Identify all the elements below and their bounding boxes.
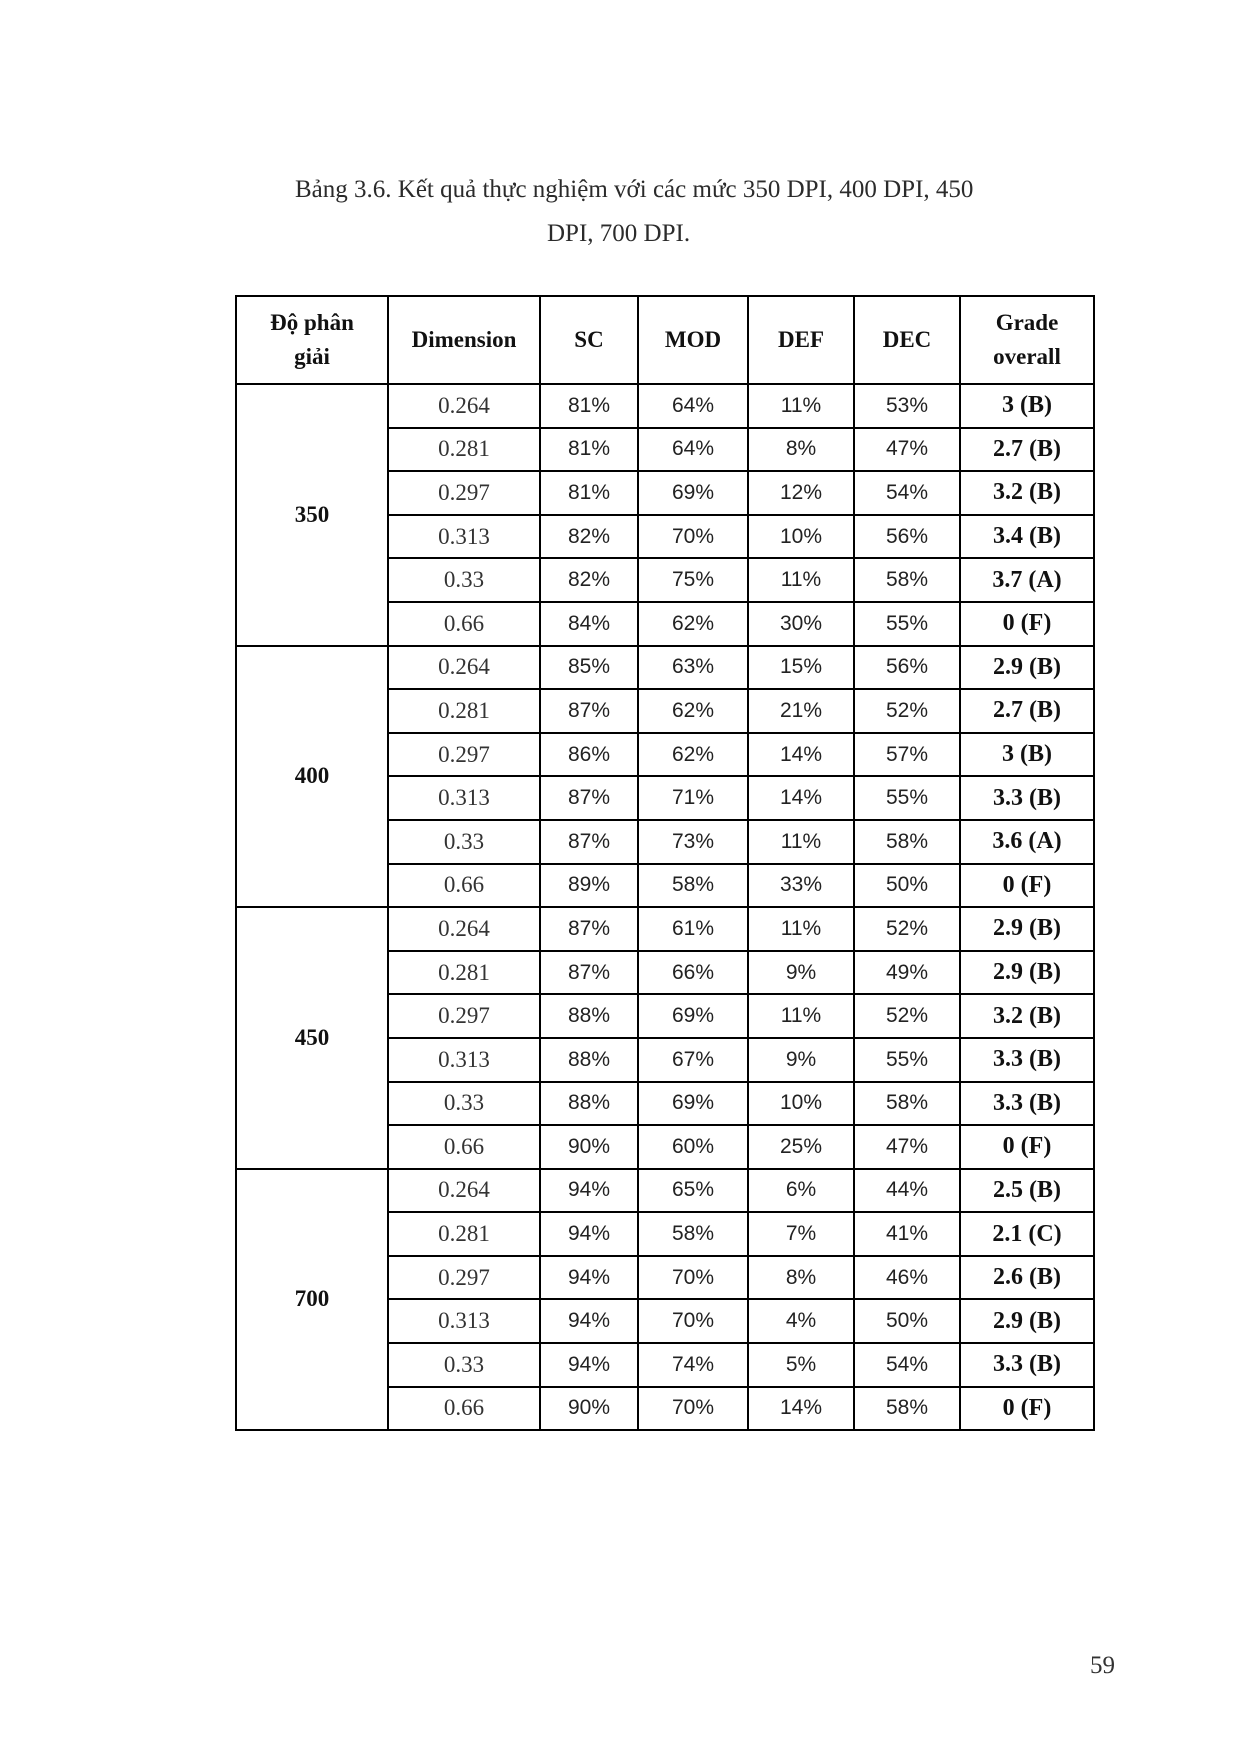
def-cell: 7% <box>748 1212 854 1256</box>
mod-cell: 71% <box>638 776 748 820</box>
header-dimension: Dimension <box>388 296 540 384</box>
grade-cell: 3.7 (A) <box>960 558 1094 602</box>
dimension-cell: 0.264 <box>388 384 540 428</box>
dimension-cell: 0.297 <box>388 733 540 777</box>
table-row <box>236 646 1094 690</box>
dimension-cell: 0.66 <box>388 864 540 908</box>
dec-cell: 58% <box>854 558 960 602</box>
sc-cell: 82% <box>540 515 638 559</box>
dec-cell: 52% <box>854 907 960 951</box>
def-cell: 5% <box>748 1343 854 1387</box>
def-cell: 9% <box>748 1038 854 1082</box>
header-def: DEF <box>748 296 854 384</box>
mod-cell: 70% <box>638 1256 748 1300</box>
dimension-cell: 0.281 <box>388 689 540 733</box>
def-cell: 12% <box>748 471 854 515</box>
dec-cell: 56% <box>854 646 960 690</box>
resolution-cell: 450 <box>236 907 388 1169</box>
grade-cell: 3.3 (B) <box>960 1343 1094 1387</box>
dimension-cell: 0.33 <box>388 558 540 602</box>
dec-cell: 54% <box>854 1343 960 1387</box>
def-cell: 14% <box>748 733 854 777</box>
grade-cell: 0 (F) <box>960 864 1094 908</box>
resolution-cell: 700 <box>236 1169 388 1431</box>
dec-cell: 44% <box>854 1169 960 1213</box>
sc-cell: 88% <box>540 994 638 1038</box>
def-cell: 30% <box>748 602 854 646</box>
def-cell: 8% <box>748 428 854 472</box>
dimension-cell: 0.297 <box>388 1256 540 1300</box>
def-cell: 9% <box>748 951 854 995</box>
sc-cell: 81% <box>540 428 638 472</box>
sc-cell: 94% <box>540 1343 638 1387</box>
grade-cell: 3 (B) <box>960 384 1094 428</box>
sc-cell: 88% <box>540 1038 638 1082</box>
def-cell: 11% <box>748 820 854 864</box>
mod-cell: 60% <box>638 1125 748 1169</box>
sc-cell: 88% <box>540 1082 638 1126</box>
mod-cell: 69% <box>638 471 748 515</box>
def-cell: 11% <box>748 384 854 428</box>
dimension-cell: 0.66 <box>388 1387 540 1431</box>
dec-cell: 58% <box>854 1082 960 1126</box>
mod-cell: 70% <box>638 1387 748 1431</box>
dimension-cell: 0.281 <box>388 428 540 472</box>
dec-cell: 53% <box>854 384 960 428</box>
dec-cell: 56% <box>854 515 960 559</box>
table-body <box>236 384 1094 1430</box>
mod-cell: 65% <box>638 1169 748 1213</box>
dimension-cell: 0.33 <box>388 1082 540 1126</box>
dimension-cell: 0.297 <box>388 994 540 1038</box>
def-cell: 10% <box>748 1082 854 1126</box>
mod-cell: 62% <box>638 689 748 733</box>
dec-cell: 55% <box>854 602 960 646</box>
grade-cell: 0 (F) <box>960 1387 1094 1431</box>
sc-cell: 89% <box>540 864 638 908</box>
dec-cell: 50% <box>854 864 960 908</box>
grade-cell: 2.1 (C) <box>960 1212 1094 1256</box>
mod-cell: 75% <box>638 558 748 602</box>
def-cell: 8% <box>748 1256 854 1300</box>
def-cell: 4% <box>748 1299 854 1343</box>
resolution-cell: 350 <box>236 384 388 646</box>
results-table <box>235 295 1095 1431</box>
def-cell: 14% <box>748 1387 854 1431</box>
header-grade-line-2: overall <box>993 344 1061 369</box>
grade-cell: 2.7 (B) <box>960 689 1094 733</box>
dec-cell: 58% <box>854 820 960 864</box>
caption-line-1: Bảng 3.6. Kết quả thực nghiệm với các mức 350 DPI, 400 DPI, 450 <box>295 176 974 203</box>
dimension-cell: 0.264 <box>388 646 540 690</box>
mod-cell: 63% <box>638 646 748 690</box>
mod-cell: 58% <box>638 1212 748 1256</box>
grade-cell: 2.6 (B) <box>960 1256 1094 1300</box>
sc-cell: 94% <box>540 1212 638 1256</box>
header-mod: MOD <box>638 296 748 384</box>
dimension-cell: 0.313 <box>388 776 540 820</box>
dimension-cell: 0.313 <box>388 1299 540 1343</box>
grade-cell: 2.9 (B) <box>960 907 1094 951</box>
mod-cell: 67% <box>638 1038 748 1082</box>
dec-cell: 55% <box>854 1038 960 1082</box>
grade-cell: 2.9 (B) <box>960 646 1094 690</box>
grade-cell: 3.4 (B) <box>960 515 1094 559</box>
caption-line-2: DPI, 700 DPI. <box>547 220 691 247</box>
table-row <box>236 907 1094 951</box>
def-cell: 15% <box>748 646 854 690</box>
dec-cell: 46% <box>854 1256 960 1300</box>
dec-cell: 47% <box>854 428 960 472</box>
dec-cell: 50% <box>854 1299 960 1343</box>
table-row <box>236 1169 1094 1213</box>
dec-cell: 55% <box>854 776 960 820</box>
dec-cell: 41% <box>854 1212 960 1256</box>
sc-cell: 87% <box>540 776 638 820</box>
def-cell: 10% <box>748 515 854 559</box>
header-grade-line-1: Grade <box>995 310 1059 335</box>
dec-cell: 49% <box>854 951 960 995</box>
mod-cell: 64% <box>638 384 748 428</box>
mod-cell: 70% <box>638 1299 748 1343</box>
header-sc: SC <box>540 296 638 384</box>
mod-cell: 69% <box>638 994 748 1038</box>
grade-cell: 3.3 (B) <box>960 776 1094 820</box>
grade-cell: 3.2 (B) <box>960 471 1094 515</box>
grade-cell: 3.6 (A) <box>960 820 1094 864</box>
dec-cell: 52% <box>854 994 960 1038</box>
dimension-cell: 0.281 <box>388 951 540 995</box>
grade-cell: 3 (B) <box>960 733 1094 777</box>
dec-cell: 58% <box>854 1387 960 1431</box>
mod-cell: 66% <box>638 951 748 995</box>
table-header <box>236 296 1094 384</box>
mod-cell: 70% <box>638 515 748 559</box>
header-row <box>236 296 1094 384</box>
mod-cell: 62% <box>638 602 748 646</box>
sc-cell: 81% <box>540 384 638 428</box>
dimension-cell: 0.313 <box>388 1038 540 1082</box>
sc-cell: 87% <box>540 689 638 733</box>
def-cell: 33% <box>748 864 854 908</box>
dec-cell: 47% <box>854 1125 960 1169</box>
sc-cell: 81% <box>540 471 638 515</box>
grade-cell: 2.7 (B) <box>960 428 1094 472</box>
grade-cell: 2.9 (B) <box>960 1299 1094 1343</box>
dimension-cell: 0.281 <box>388 1212 540 1256</box>
sc-cell: 94% <box>540 1299 638 1343</box>
dimension-cell: 0.297 <box>388 471 540 515</box>
mod-cell: 74% <box>638 1343 748 1387</box>
dec-cell: 52% <box>854 689 960 733</box>
def-cell: 14% <box>748 776 854 820</box>
def-cell: 25% <box>748 1125 854 1169</box>
dimension-cell: 0.66 <box>388 602 540 646</box>
sc-cell: 94% <box>540 1256 638 1300</box>
grade-cell: 2.9 (B) <box>960 951 1094 995</box>
mod-cell: 61% <box>638 907 748 951</box>
dimension-cell: 0.33 <box>388 820 540 864</box>
dimension-cell: 0.66 <box>388 1125 540 1169</box>
def-cell: 11% <box>748 558 854 602</box>
grade-cell: 0 (F) <box>960 1125 1094 1169</box>
grade-cell: 2.5 (B) <box>960 1169 1094 1213</box>
mod-cell: 62% <box>638 733 748 777</box>
header-resolution <box>236 296 388 384</box>
sc-cell: 90% <box>540 1125 638 1169</box>
grade-cell: 0 (F) <box>960 602 1094 646</box>
header-resolution-line-1: Độ phân <box>270 310 354 335</box>
header-grade <box>960 296 1094 384</box>
mod-cell: 58% <box>638 864 748 908</box>
table-caption <box>260 168 1060 256</box>
sc-cell: 87% <box>540 951 638 995</box>
grade-cell: 3.2 (B) <box>960 994 1094 1038</box>
def-cell: 6% <box>748 1169 854 1213</box>
dimension-cell: 0.313 <box>388 515 540 559</box>
sc-cell: 87% <box>540 907 638 951</box>
header-dec: DEC <box>854 296 960 384</box>
mod-cell: 69% <box>638 1082 748 1126</box>
sc-cell: 86% <box>540 733 638 777</box>
dimension-cell: 0.264 <box>388 1169 540 1213</box>
table-row <box>236 384 1094 428</box>
dec-cell: 57% <box>854 733 960 777</box>
def-cell: 11% <box>748 994 854 1038</box>
grade-cell: 3.3 (B) <box>960 1038 1094 1082</box>
sc-cell: 87% <box>540 820 638 864</box>
resolution-cell: 400 <box>236 646 388 908</box>
dec-cell: 54% <box>854 471 960 515</box>
def-cell: 11% <box>748 907 854 951</box>
def-cell: 21% <box>748 689 854 733</box>
dimension-cell: 0.33 <box>388 1343 540 1387</box>
header-resolution-line-2: giải <box>294 344 330 369</box>
sc-cell: 90% <box>540 1387 638 1431</box>
sc-cell: 85% <box>540 646 638 690</box>
sc-cell: 94% <box>540 1169 638 1213</box>
dimension-cell: 0.264 <box>388 907 540 951</box>
page-number: 59 <box>1090 1652 1115 1679</box>
mod-cell: 73% <box>638 820 748 864</box>
sc-cell: 82% <box>540 558 638 602</box>
grade-cell: 3.3 (B) <box>960 1082 1094 1126</box>
sc-cell: 84% <box>540 602 638 646</box>
mod-cell: 64% <box>638 428 748 472</box>
